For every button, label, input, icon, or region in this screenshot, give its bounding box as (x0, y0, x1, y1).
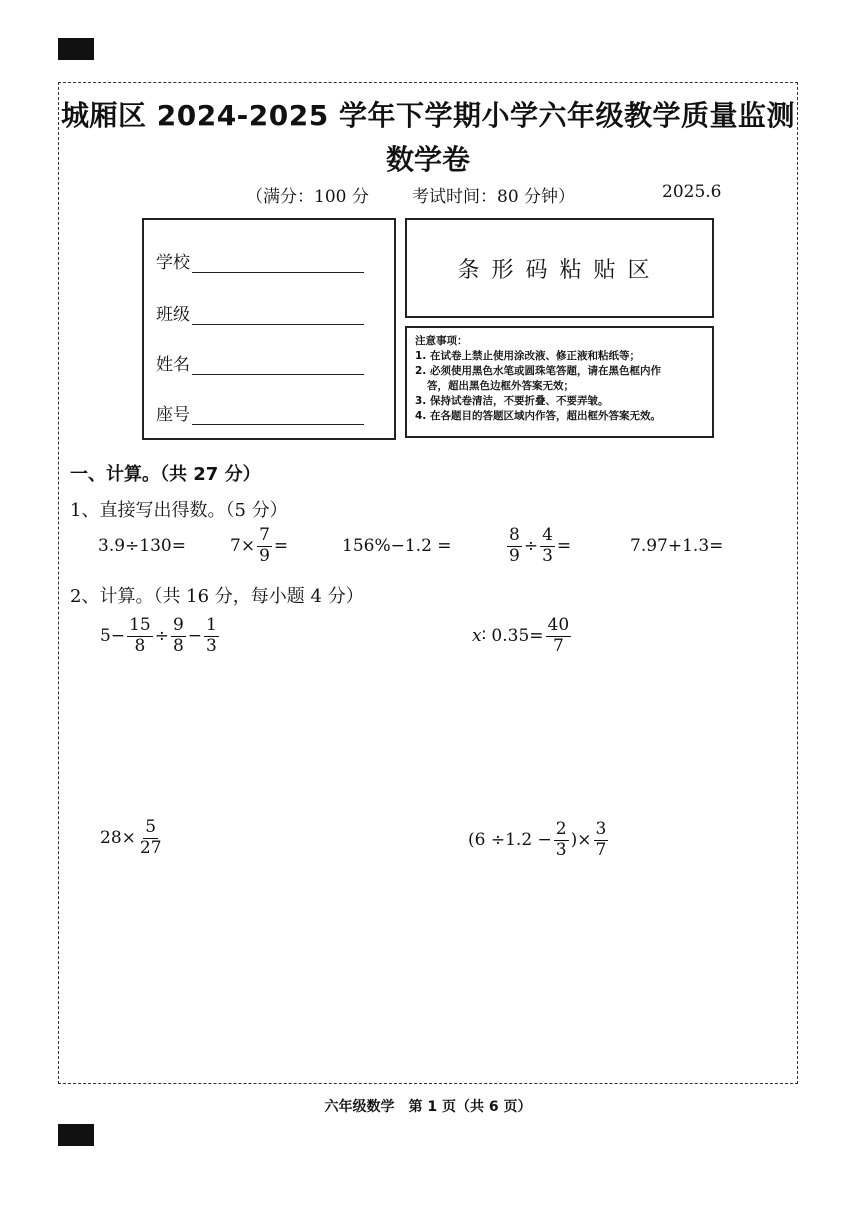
student-info-box (142, 218, 396, 440)
q1-expr-2: 7× $\frac{7}{9}$ = (230, 525, 289, 566)
q1-expr-1: 3.9÷130= (98, 536, 186, 556)
full-score: （满分：100 分 (246, 187, 369, 207)
q2-expr-d: (6 ÷1.2 − $\frac{2}{3}$ )× $\frac{3}{7}$ (468, 819, 607, 860)
exam-time: 考试时间：80 分钟） (412, 187, 576, 207)
question-1-heading: 1、直接写出得数。（5 分） (70, 500, 288, 521)
field-label: 姓名 (156, 355, 190, 375)
question-2-heading: 2、计算。（共 16 分，每小题 4 分） (70, 586, 364, 607)
exam-title: 城厢区 2024-2025 学年下学期小学六年级教学质量监测 (61, 99, 795, 132)
field-label: 学校 (156, 253, 190, 273)
notes-box (405, 326, 714, 438)
exam-date: 2025.6 (662, 182, 722, 202)
q2-expr-c: 28× $\frac{5}{27}$ (100, 817, 162, 858)
note-item: 1. 在试卷上禁止使用涂改液、修正液和粘纸等； (415, 350, 640, 362)
note-item: 3. 保持试卷清洁，不要折叠、不要弄皱。 (415, 395, 609, 407)
field-label: 班级 (156, 305, 190, 325)
barcode-area: 条形码粘贴区 (405, 218, 714, 318)
page-footer: 六年级数学 第 1 页（共 6 页） (324, 1099, 532, 1115)
q1-expr-5: 7.97+1.3= (630, 536, 724, 556)
section-1-heading: 一、计算。（共 27 分） (70, 464, 261, 485)
note-item: 4. 在各题目的答题区域内作答，超出框外答案无效。 (415, 410, 661, 422)
note-item: 2. 必须使用黑色水笔或圆珠笔答题，请在黑色框内作 (415, 365, 661, 377)
note-item: 答，超出黑色边框外答案无效； (427, 380, 574, 392)
seat-number-field[interactable] (156, 400, 364, 425)
exam-subtitle: 数学卷 (385, 143, 470, 176)
school-field[interactable] (156, 248, 364, 273)
registration-mark-bottom (58, 1124, 94, 1146)
class-field[interactable] (156, 300, 364, 325)
q2-expr-b: x ∶ 0.35= $\frac{40}{7}$ (472, 615, 570, 656)
name-field[interactable] (156, 350, 364, 375)
registration-mark-top (58, 38, 94, 60)
field-label: 座号 (156, 405, 190, 425)
q1-expr-3: 156%−1.2 = (342, 536, 452, 556)
notes-title: 注意事项： (415, 335, 468, 347)
q1-expr-4: $\frac{8}{9}$ ÷ $\frac{4}{3}$ = (509, 525, 572, 566)
q2-expr-a: 5− $\frac{15}{8}$ ÷ $\frac{9}{8}$ − $\frac{1}{3}$ (100, 615, 217, 656)
